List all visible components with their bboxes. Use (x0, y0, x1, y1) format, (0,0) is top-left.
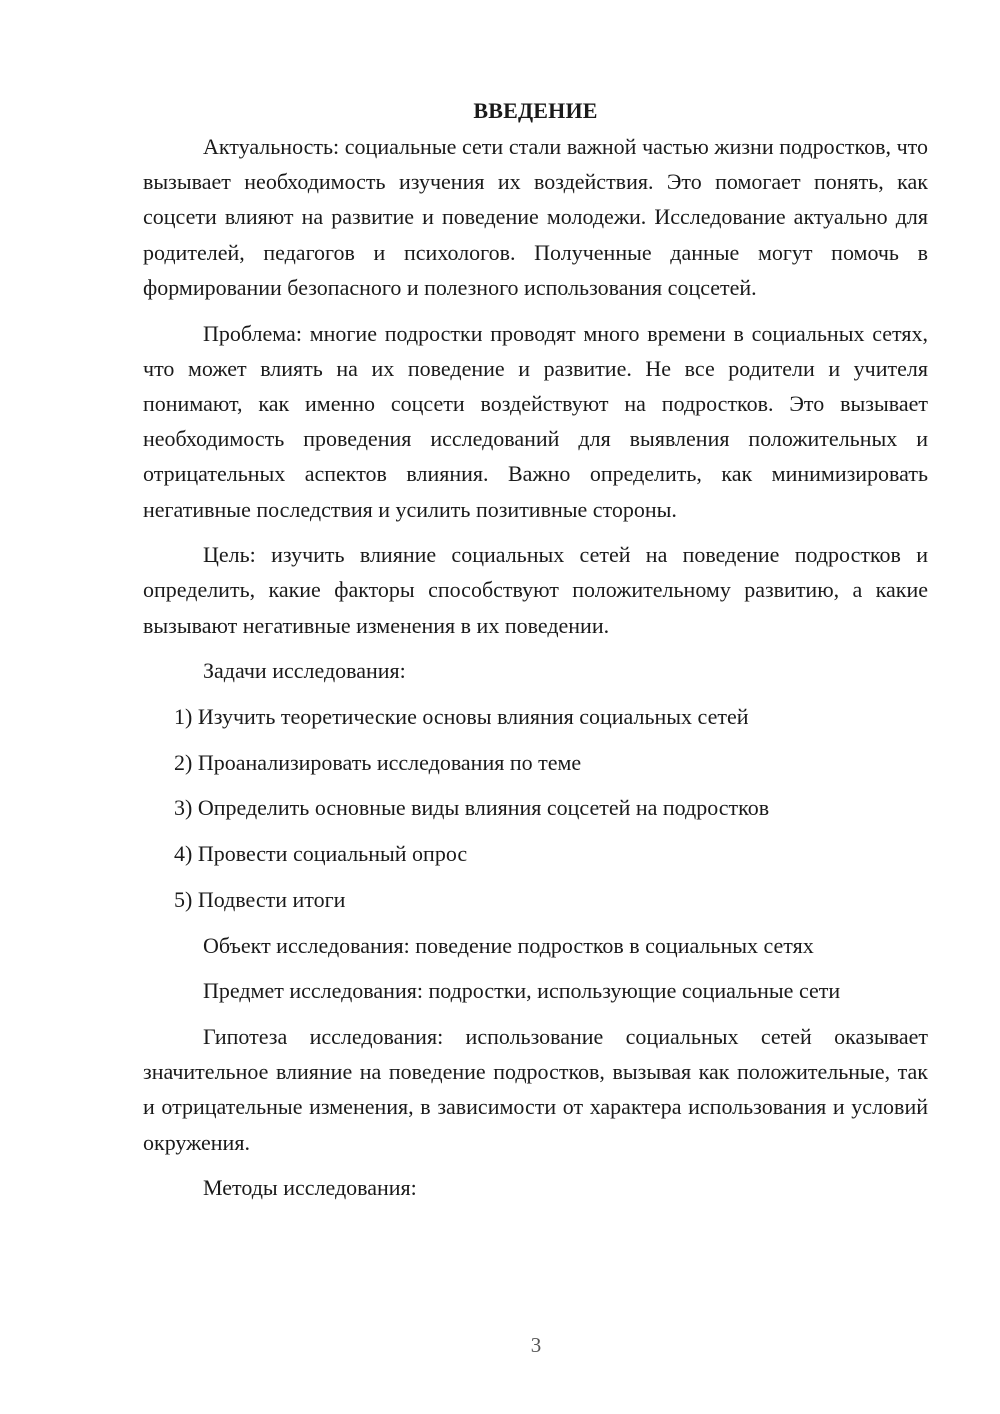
tasks-title: Задачи исследования: (203, 658, 406, 684)
hypothesis-paragraph: Гипотеза исследования: использование социальных сетей оказывает значительное влияние на поведение подростков, вызывая как положительные, так и отрицательные изменения, в зависимости от характера использования и условий окружения. (143, 1023, 928, 1155)
problem-paragraph: Проблема: многие подростки проводят много времени в социальных сетях, что может влиять на их поведение и развитие. Не все родители и учителя понимают, как именно соцсети воздействуют на подростков. Это вызывает необходимость проведения исследований для выявления положительных и отрицательных аспектов влияния. Важно определить, как минимизировать негативные последствия и усилить позитивные стороны. (143, 320, 928, 522)
list-item: 2) Проанализировать исследования по теме (174, 749, 582, 775)
object-paragraph: Объект исследования: поведение подростков в социальных сетях (203, 932, 814, 958)
list-item: 3) Определить основные виды влияния соцсетей на подростков (174, 795, 770, 821)
methods-title: Методы исследования: (203, 1175, 417, 1201)
page-number: 3 (530, 1333, 542, 1357)
relevance-paragraph: Актуальность: социальные сети стали важной частью жизни подростков, что вызывает необходимость изучения их воздействия. Это помогает понять, как соцсети влияют на развитие и поведение молодежи. Исследование актуально для родителей, педагогов и психологов. Полученные данные могут помочь в формировании безопасного и полезного использования соцсетей. (143, 134, 928, 300)
list-item: 1) Изучить теоретические основы влияния социальных сетей (174, 704, 749, 730)
tasks-list (143, 699, 928, 917)
list-item: 5) Подвести итоги (174, 886, 346, 912)
subject-paragraph: Предмет исследования: подростки, использующие социальные сети (203, 978, 841, 1004)
section-heading: ВВЕДЕНИЕ (473, 98, 598, 123)
document-page (143, 96, 928, 1216)
goal-paragraph: Цель: изучить влияние социальных сетей на поведение подростков и определить, какие факторы способствуют положительному развитию, а какие вызывают негативные изменения в их поведении. (143, 542, 928, 638)
list-item: 4) Провести социальный опрос (174, 841, 468, 867)
